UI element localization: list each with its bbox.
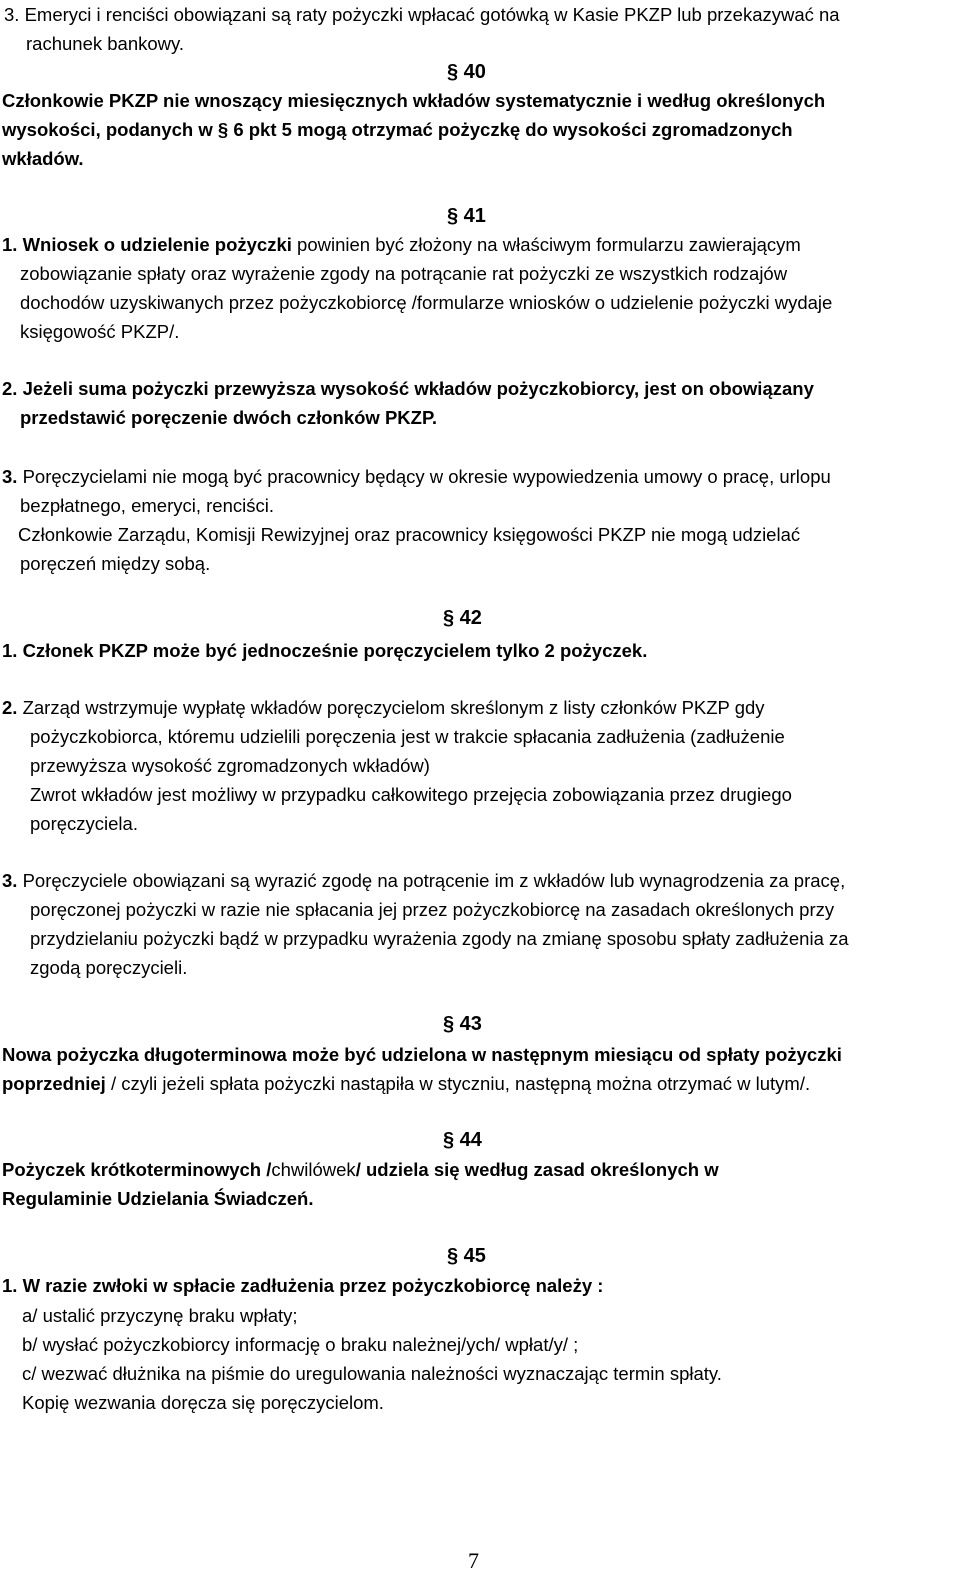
bold-run: / udziela się według zasad określonych w: [355, 1159, 719, 1180]
page-number: 7: [468, 1548, 479, 1573]
text-line: Regulaminie Udzielania Świadczeń.: [2, 1188, 314, 1209]
text-run: Zarząd wstrzymuje wypłatę wkładów poręczycielom skreślonym z listy członków PKZP gdy: [17, 697, 765, 718]
text-line: Emeryci i renciści obowiązani są raty pożyczki wpłacać gotówką w Kasie PKZP lub przekazywać na: [24, 4, 840, 25]
section-heading-43: § 43: [443, 1013, 482, 1035]
item-3-top: [4, 0, 840, 58]
item-number: 2.: [2, 697, 18, 718]
text-line: księgowość PKZP/.: [20, 321, 180, 342]
section-42-para-3: [2, 866, 849, 982]
section-heading-41: § 41: [447, 205, 486, 227]
text-run: Poręczycielami nie mogą być pracownicy będący w okresie wypowiedzenia umowy o pracę, urlopu: [17, 466, 831, 487]
section-40-body: [2, 86, 825, 173]
list-item: a/ ustalić przyczynę braku wpłaty;: [22, 1305, 298, 1326]
text-line: Członkowie Zarządu, Komisji Rewizyjnej oraz pracownicy księgowości PKZP nie mogą udzielać: [18, 524, 801, 545]
text-line: przedstawić poręczenie dwóch członków PKZP.: [20, 407, 438, 428]
list-item: c/ wezwać dłużnika na piśmie do uregulowania należności wyznaczając termin spłaty.: [22, 1363, 722, 1384]
text-run: Poręczyciele obowiązani są wyrazić zgodę na potrącenie im z wkładów lub wynagrodzenia za pracę,: [17, 870, 846, 891]
bold-lead: 1. Wniosek o udzielenie pożyczki: [2, 234, 292, 255]
text-line: bezpłatnego, emeryci, renciści.: [20, 495, 274, 516]
text-line: zgodą poręczycieli.: [30, 957, 188, 978]
text-line: przewyższa wysokość zgromadzonych wkładów): [30, 755, 430, 776]
text-line: poręczeń między sobą.: [20, 553, 211, 574]
text-line: przydzielaniu pożyczki bądź w przypadku wyrażenia zgody na zmianę sposobu spłaty zadłużenia za: [30, 928, 849, 949]
text-line: pożyczkobiorca, któremu udzielili poręczenia jest w trakcie spłacania zadłużenia (zadłużenie: [30, 726, 785, 747]
section-heading-45: § 45: [447, 1245, 486, 1267]
section-42-para-2: [2, 693, 792, 838]
text-line: Zwrot wkładów jest możliwy w przypadku całkowitego przejęcia zobowiązania przez drugiego: [30, 784, 792, 805]
text-line: wkładów.: [2, 148, 84, 169]
text-run: / czyli jeżeli spłata pożyczki nastąpiła w styczniu, następną można otrzymać w lutym/.: [105, 1073, 811, 1094]
text-run: chwilówek: [271, 1159, 356, 1180]
item-number: 3.: [4, 4, 20, 25]
text-line: wysokości, podanych w § 6 pkt 5 mogą otrzymać pożyczkę do wysokości zgromadzonych: [2, 119, 793, 140]
text-line: poręczonej pożyczki w razie nie spłacania jej przez pożyczkobiorcę na zasadach określonych przy: [30, 899, 835, 920]
section-heading-44: § 44: [443, 1129, 482, 1151]
text-line: dochodów uzyskiwanych przez pożyczkobiorcę /formularze wniosków o udzielenie pożyczki wydaje: [20, 292, 833, 313]
text-line: Nowa pożyczka długoterminowa może być udzielona w następnym miesiącu od spłaty pożyczki: [2, 1044, 842, 1065]
text-line: zobowiązanie spłaty oraz wyrażenie zgody na potrącanie rat pożyczki ze wszystkich rodzajów: [20, 263, 788, 284]
text-line: rachunek bankowy.: [26, 33, 185, 54]
list-item: Kopię wezwania doręcza się poręczycielom.: [22, 1392, 384, 1413]
section-heading-40: § 40: [447, 61, 486, 83]
text-line: poręczyciela.: [30, 813, 138, 834]
section-45-para-1: 1. W razie zwłoki w spłacie zadłużenia przez pożyczkobiorcę należy :: [2, 1275, 604, 1296]
section-42-para-1: 1. Członek PKZP może być jednocześnie poręczycielem tylko 2 pożyczek.: [2, 640, 648, 661]
section-44-body: [2, 1155, 719, 1213]
text-line: 2. Jeżeli suma pożyczki przewyższa wysokość wkładów pożyczkobiorcy, jest on obowiązany: [2, 378, 814, 399]
list-item: b/ wysłać pożyczkobiorcy informację o braku należnej/ych/ wpłat/y/ ;: [22, 1334, 579, 1355]
section-41-para-1: [2, 230, 832, 346]
section-45-list: [22, 1301, 722, 1417]
item-number: 3.: [2, 466, 18, 487]
bold-run: Pożyczek krótkoterminowych /: [2, 1159, 272, 1180]
section-41-para-2: [2, 374, 814, 432]
item-number: 3.: [2, 870, 18, 891]
text-run: powinien być złożony na właściwym formularzu zawierającym: [291, 234, 801, 255]
section-41-para-3: [2, 462, 831, 578]
section-43-body: [2, 1040, 842, 1098]
text-line: Członkowie PKZP nie wnoszący miesięcznych wkładów systematycznie i według określonych: [2, 90, 826, 111]
section-heading-42: § 42: [443, 607, 482, 629]
bold-lead: poprzedniej: [2, 1073, 106, 1094]
